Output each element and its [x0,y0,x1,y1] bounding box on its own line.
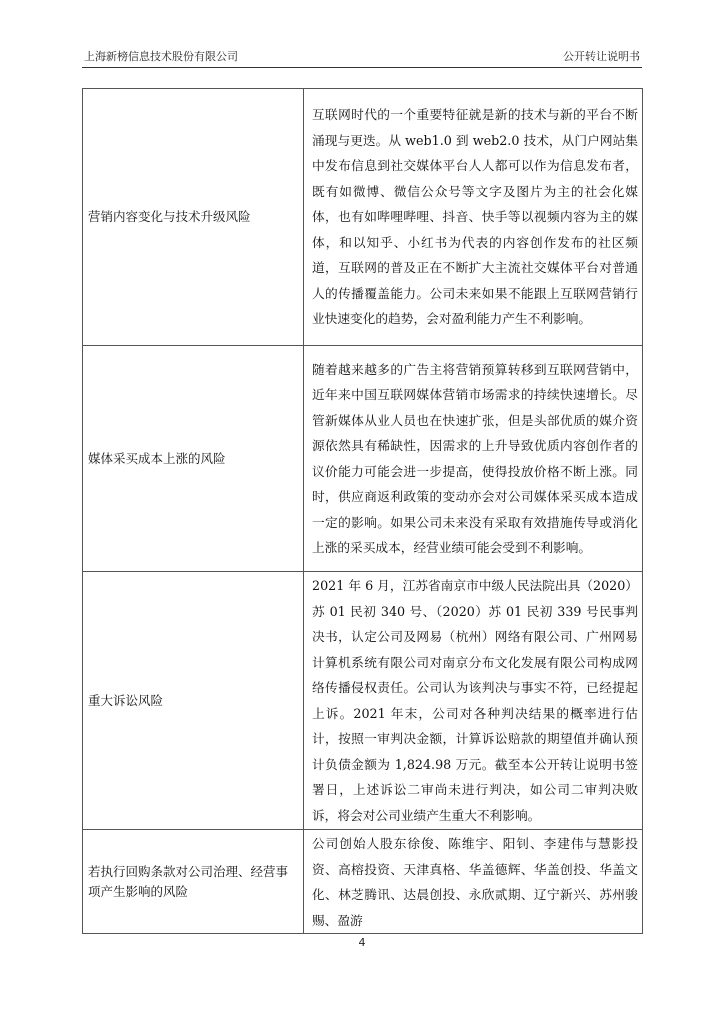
risk-row [83,89,643,346]
risk-description: 互联网时代的一个重要特征就是新的技术与新的平台不断涌现与更迭。从 web1.0 到 web2.0 技术，从门户网站集中发布信息到社交媒体平台人人都可以作为信息发布者，既有如微博、微信公众号等文字及图片为主的社会化媒体，也有如哔哩哔哩、抖音、快手等以视频内容为主的媒体，和以知乎、小红书为代表的内容创作发布的社区频道，互联网的普及正在不断扩大主流社交媒体平台对普通人的传播覆盖能力。公司未来如果不能跟上互联网营销行业快速变化的趋势，会对盈利能力产生不利影响。 [304,89,643,346]
risk-description: 公司创始人股东徐俊、陈维宇、阳钊、李建伟与慧影投资、高榕投资、天津真格、华盖德辉、华盖创投、华盖文化、林芝腾讯、达晨创投、永欣贰期、辽宁新兴、苏州骏赐、盈游 [304,830,643,934]
page-header [82,50,642,68]
risk-row [83,346,643,572]
header-document-title: 公开转让说明书 [563,50,640,63]
page-number: 4 [358,936,366,949]
risk-name: 媒体采买成本上涨的风险 [83,346,304,572]
risk-name: 重大诉讼风险 [83,572,304,830]
risk-row [83,572,643,830]
risk-name: 营销内容变化与技术升级风险 [83,89,304,346]
risk-description: 随着越来越多的广告主将营销预算转移到互联网营销中，近年来中国互联网媒体营销市场需求的持续快速增长。尽管新媒体从业人员也在快速扩张，但是头部优质的媒介资源依然具有稀缺性，因需求的上升导致优质内容创作者的议价能力可能会进一步提高，使得投放价格不断上涨。同时，供应商返利政策的变动亦会对公司媒体采买成本造成一定的影响。如果公司未来没有采取有效措施传导或消化上涨的采买成本，经营业绩可能会受到不利影响。 [304,346,643,572]
risk-table [82,88,643,934]
risk-description: 2021 年 6 月，江苏省南京市中级人民法院出具（2020）苏 01 民初 340 号、（2020）苏 01 民初 339 号民事判决书，认定公司及网易（杭州）网络有限公司、广州网易计算机系统有限公司对南京分布文化发展有限公司构成网络传播侵权责任。公司认为该判决与事实不符，已经提起上诉。2021 年末，公司对各种判决结果的概率进行估计，按照一审判决金额，计算诉讼赔款的期望值并确认预计负债金额为 1,824.98 万元。截至本公开转让说明书签署日，上述诉讼二审尚未进行判决，如公司二审判决败诉，将会对公司业绩产生重大不利影响。 [304,572,643,830]
header-divider [82,67,642,68]
header-company-name: 上海新榜信息技术股份有限公司 [84,50,238,63]
risk-row [83,830,643,934]
risk-name: 若执行回购条款对公司治理、经营事项产生影响的风险 [83,830,304,934]
